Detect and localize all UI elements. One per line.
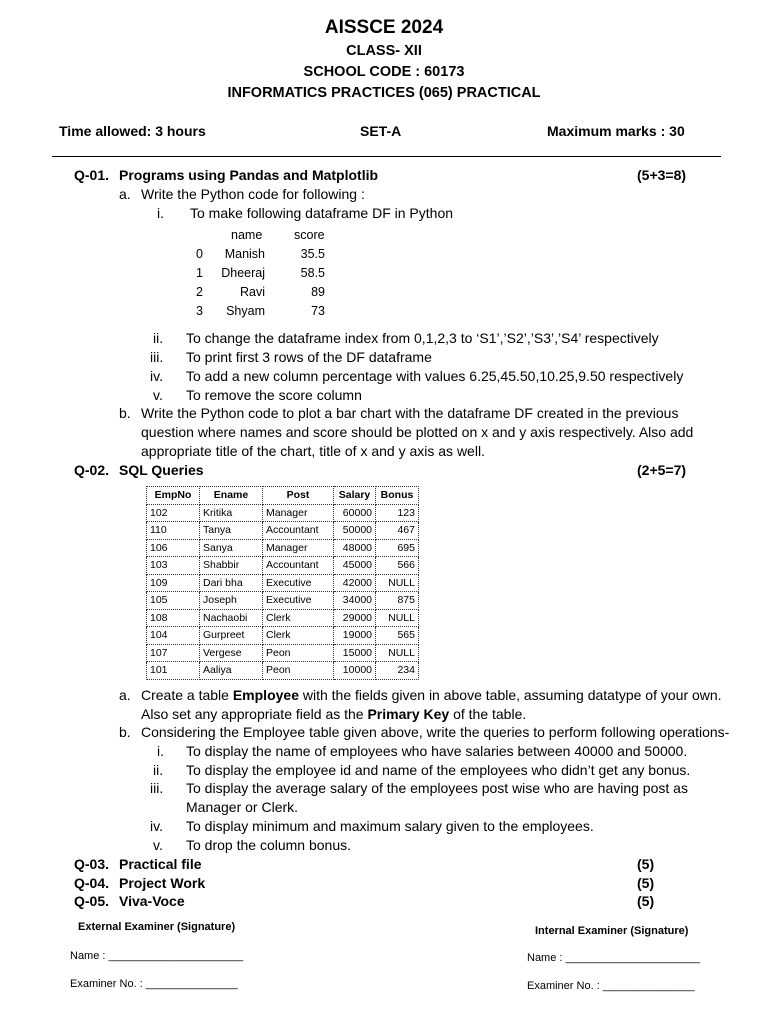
q4-marks: (5) bbox=[637, 875, 655, 891]
table-cell: 42000 bbox=[334, 574, 376, 592]
table-cell: 695 bbox=[376, 539, 419, 557]
table-cell: 29000 bbox=[334, 609, 376, 627]
q1-sub-label: ii. bbox=[153, 330, 164, 346]
df-index: 3 bbox=[196, 304, 203, 318]
table-cell: Accountant bbox=[263, 557, 334, 575]
col-ename: Ename bbox=[200, 487, 263, 505]
q2-a-label: a. bbox=[119, 687, 131, 703]
q2-sub-text: To display minimum and maximum salary given to the employees. bbox=[186, 818, 594, 834]
table-cell: 10000 bbox=[334, 662, 376, 680]
set-label: SET-A bbox=[360, 123, 402, 139]
q2-a-post: with the fields given in above table, assuming datatype of your own. bbox=[298, 687, 722, 703]
table-cell: 108 bbox=[147, 609, 200, 627]
time-allowed: Time allowed: 3 hours bbox=[59, 123, 206, 139]
q2-sub-label: i. bbox=[157, 743, 164, 759]
col-empno: EmpNo bbox=[147, 487, 200, 505]
q1-sub-label: iii. bbox=[150, 349, 164, 365]
q1-i-text: To make following dataframe DF in Python bbox=[190, 205, 454, 221]
q2-a-line1 bbox=[141, 687, 722, 703]
q1-marks: (5+3=8) bbox=[637, 167, 687, 183]
q2-a-line2 bbox=[141, 706, 526, 722]
q1-sub-label: v. bbox=[153, 387, 163, 403]
table-cell: Peon bbox=[263, 644, 334, 662]
table-cell: Executive bbox=[263, 574, 334, 592]
table-row bbox=[147, 522, 419, 540]
table-cell: Kritika bbox=[200, 504, 263, 522]
df-score: 35.5 bbox=[300, 247, 325, 261]
table-cell: 110 bbox=[147, 522, 200, 540]
table-cell: 45000 bbox=[334, 557, 376, 575]
external-name-field: Name : ______________________ bbox=[70, 950, 244, 962]
table-row bbox=[147, 574, 419, 592]
table-cell: 875 bbox=[376, 592, 419, 610]
q2-a-line2-post: of the table. bbox=[449, 706, 527, 722]
table-cell: Nachaobi bbox=[200, 609, 263, 627]
q5-number: Q-05. bbox=[74, 893, 110, 909]
q3-title: Practical file bbox=[119, 856, 202, 872]
df-name: Dheeraj bbox=[221, 266, 265, 280]
q2-b-label: b. bbox=[119, 724, 131, 740]
df-score: 73 bbox=[311, 304, 325, 318]
table-row bbox=[147, 644, 419, 662]
q2-sub-text: To drop the column bonus. bbox=[186, 837, 351, 853]
df-score: 89 bbox=[311, 285, 325, 299]
q2-a-line2-pre: Also set any appropriate field as the bbox=[141, 706, 368, 722]
q5-marks: (5) bbox=[637, 893, 655, 909]
table-cell: Peon bbox=[263, 662, 334, 680]
table-row bbox=[147, 592, 419, 610]
table-cell: 15000 bbox=[334, 644, 376, 662]
q2-title: SQL Queries bbox=[119, 462, 204, 478]
table-cell: 34000 bbox=[334, 592, 376, 610]
table-cell: NULL bbox=[376, 644, 419, 662]
subject-title: INFORMATICS PRACTICES (065) PRACTICAL bbox=[227, 85, 541, 101]
table-cell: Vergese bbox=[200, 644, 263, 662]
df-score: 58.5 bbox=[300, 266, 325, 280]
table-cell: Sanya bbox=[200, 539, 263, 557]
max-marks: Maximum marks : 30 bbox=[547, 123, 685, 139]
internal-examiner-no-field: Examiner No. : _______________ bbox=[527, 980, 695, 992]
q1-sub-text: To print first 3 rows of the DF dataframe bbox=[186, 349, 432, 365]
q2-number: Q-02. bbox=[74, 462, 110, 478]
q2-sub-label: v. bbox=[153, 837, 163, 853]
q1-a-text: Write the Python code for following : bbox=[141, 186, 365, 202]
table-cell: 107 bbox=[147, 644, 200, 662]
table-header-row bbox=[147, 487, 419, 505]
table-cell: Dari bha bbox=[200, 574, 263, 592]
table-cell: 565 bbox=[376, 627, 419, 645]
q4-title: Project Work bbox=[119, 875, 206, 891]
header-divider bbox=[52, 156, 721, 157]
col-bonus: Bonus bbox=[376, 487, 419, 505]
q3-number: Q-03. bbox=[74, 856, 110, 872]
df-col-score: score bbox=[294, 228, 325, 242]
table-cell: 566 bbox=[376, 557, 419, 575]
col-post: Post bbox=[263, 487, 334, 505]
df-name: Ravi bbox=[239, 285, 265, 299]
table-cell: 106 bbox=[147, 539, 200, 557]
table-cell: Clerk bbox=[263, 627, 334, 645]
q2-marks: (2+5=7) bbox=[637, 462, 687, 478]
table-cell: 48000 bbox=[334, 539, 376, 557]
df-name: Shyam bbox=[226, 304, 265, 318]
q4-number: Q-04. bbox=[74, 875, 110, 891]
internal-examiner-signature: Internal Examiner (Signature) bbox=[535, 925, 689, 937]
exam-title: AISSCE 2024 bbox=[324, 17, 444, 38]
table-cell: 50000 bbox=[334, 522, 376, 540]
table-cell: 234 bbox=[376, 662, 419, 680]
table-row bbox=[147, 609, 419, 627]
table-cell: Joseph bbox=[200, 592, 263, 610]
table-row bbox=[147, 504, 419, 522]
table-cell: 105 bbox=[147, 592, 200, 610]
q2-a-pre: Create a table bbox=[141, 687, 233, 703]
table-cell: Shabbir bbox=[200, 557, 263, 575]
table-cell: Manager bbox=[263, 539, 334, 557]
q2-sub-text: To display the name of employees who have salaries between 40000 and 50000. bbox=[186, 743, 688, 759]
q1-a-label: a. bbox=[119, 186, 131, 202]
table-cell: 103 bbox=[147, 557, 200, 575]
q2-sub-label: iv. bbox=[150, 818, 163, 834]
col-salary: Salary bbox=[334, 487, 376, 505]
q2-a-line2-bold: Primary Key bbox=[367, 706, 450, 722]
table-cell: 104 bbox=[147, 627, 200, 645]
q1-sub-text: To change the dataframe index from 0,1,2,3 to ‘S1’,’S2’,’S3’,’S4’ respectively bbox=[186, 330, 659, 346]
df-index: 0 bbox=[196, 247, 203, 261]
df-index: 1 bbox=[196, 266, 203, 280]
table-row bbox=[147, 627, 419, 645]
q1-sub-text: To remove the score column bbox=[186, 387, 362, 403]
table-cell: Gurpreet bbox=[200, 627, 263, 645]
q2-a-bold: Employee bbox=[232, 687, 299, 703]
table-cell: 19000 bbox=[334, 627, 376, 645]
q1-b-line: question where names and score should be plotted on x and y axis respectively. Also add bbox=[141, 424, 694, 440]
q2-sub-text: Manager or Clerk. bbox=[186, 799, 299, 815]
table-row bbox=[147, 662, 419, 680]
q1-b-line: Write the Python code to plot a bar chart with the dataframe DF created in the previous bbox=[141, 405, 679, 421]
q1-number: Q-01. bbox=[74, 167, 110, 183]
q2-sub-text: To display the employee id and name of the employees who didn’t get any bonus. bbox=[186, 762, 691, 778]
school-code: SCHOOL CODE : 60173 bbox=[303, 64, 465, 80]
q2-sub-label: iii. bbox=[150, 780, 164, 796]
table-cell: Tanya bbox=[200, 522, 263, 540]
q5-title: Viva-Voce bbox=[119, 893, 185, 909]
q1-i-label: i. bbox=[157, 205, 164, 221]
q3-marks: (5) bbox=[637, 856, 655, 872]
table-cell: Manager bbox=[263, 504, 334, 522]
q1-b-label: b. bbox=[119, 405, 131, 421]
q1-b-line: appropriate title of the chart, title of x and y axis as well. bbox=[141, 443, 485, 459]
table-cell: 467 bbox=[376, 522, 419, 540]
internal-name-field: Name : ______________________ bbox=[527, 952, 701, 964]
table-cell: NULL bbox=[376, 574, 419, 592]
external-examiner-no-field: Examiner No. : _______________ bbox=[70, 978, 238, 990]
table-cell: 60000 bbox=[334, 504, 376, 522]
table-cell: 109 bbox=[147, 574, 200, 592]
class-label: CLASS- XII bbox=[346, 43, 422, 59]
q1-title: Programs using Pandas and Matplotlib bbox=[119, 167, 379, 183]
df-col-name: name bbox=[231, 228, 263, 242]
employee-table bbox=[146, 486, 419, 680]
table-cell: 102 bbox=[147, 504, 200, 522]
q2-b-text: Considering the Employee table given above, write the queries to perform following operations- bbox=[141, 724, 730, 740]
external-examiner-signature: External Examiner (Signature) bbox=[78, 921, 236, 933]
table-cell: Clerk bbox=[263, 609, 334, 627]
table-cell: NULL bbox=[376, 609, 419, 627]
table-cell: 101 bbox=[147, 662, 200, 680]
table-row bbox=[147, 557, 419, 575]
table-cell: Executive bbox=[263, 592, 334, 610]
q2-sub-text: To display the average salary of the employees post wise who are having post as bbox=[186, 780, 688, 796]
table-cell: 123 bbox=[376, 504, 419, 522]
q2-sub-label: ii. bbox=[153, 762, 164, 778]
df-index: 2 bbox=[196, 285, 203, 299]
df-name: Manish bbox=[224, 247, 265, 261]
q1-sub-text: To add a new column percentage with values 6.25,45.50,10.25,9.50 respectively bbox=[186, 368, 684, 384]
table-cell: Accountant bbox=[263, 522, 334, 540]
table-cell: Aaliya bbox=[200, 662, 263, 680]
q1-sub-label: iv. bbox=[150, 368, 163, 384]
table-row bbox=[147, 539, 419, 557]
